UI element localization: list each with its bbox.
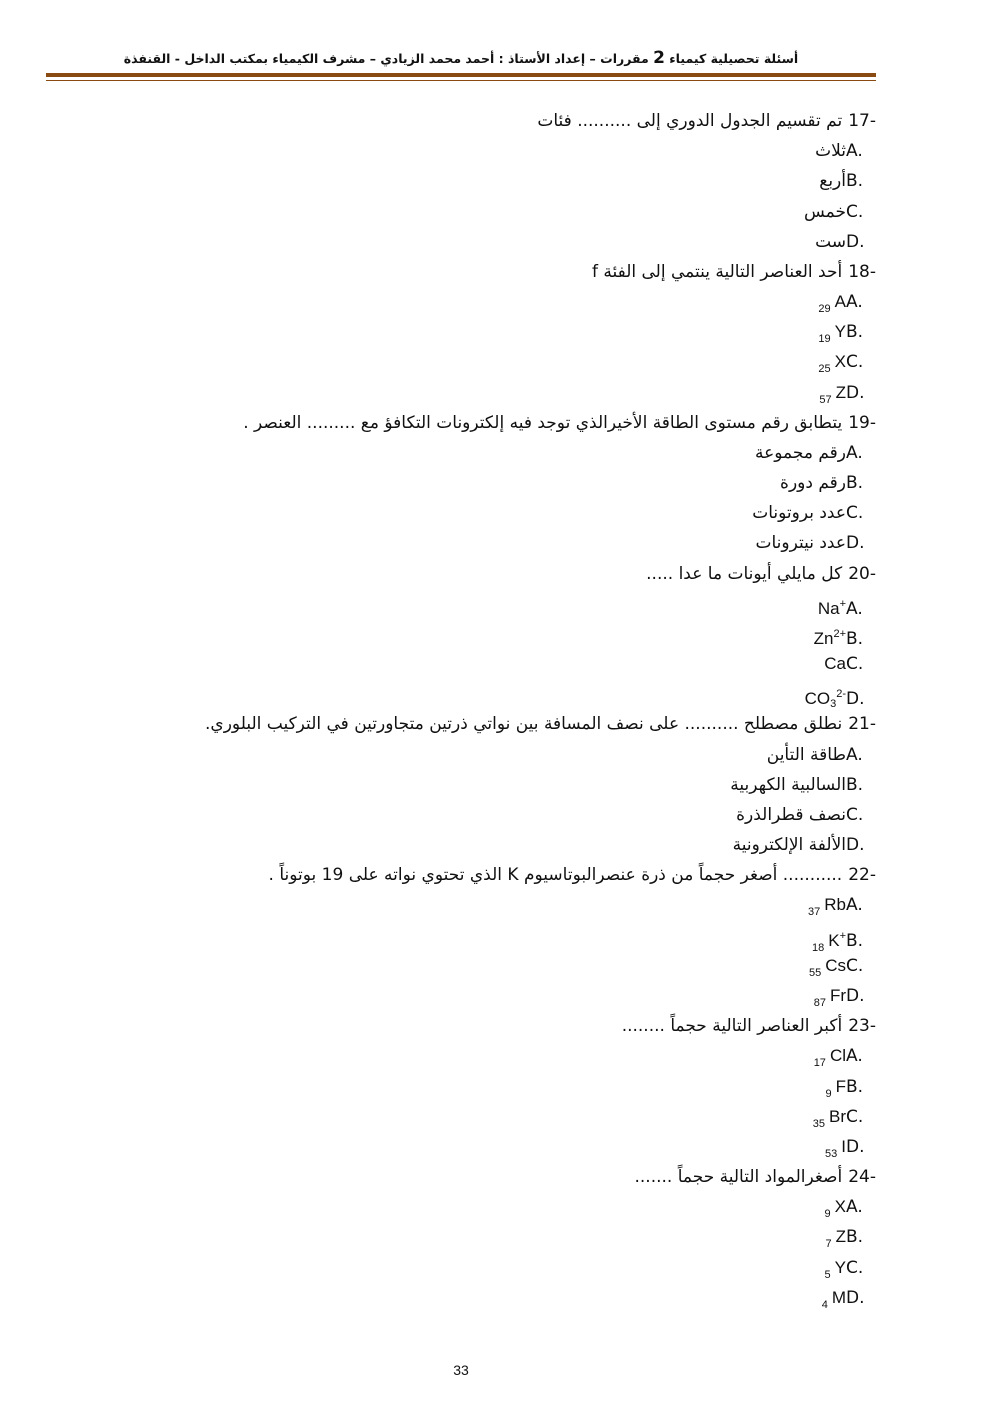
atomic-number: 55 [808,966,822,979]
option-letter: B. [846,628,864,649]
question-stem [116,257,876,287]
question-text: أكبر العناصر التالية حجماً ........ [621,1016,843,1037]
element-symbol: X [834,1197,846,1217]
option-letter: C. [846,654,864,675]
element-symbol: Rb [824,895,846,915]
atomic-number: 9 [825,1087,832,1100]
option-letter: B. [846,171,864,192]
question-list [116,106,876,1313]
option-letter: D. [846,835,865,856]
header-rule-thin [46,80,876,81]
answer-option [116,830,876,860]
answer-option [116,1222,876,1252]
element-symbol: X [834,352,846,372]
element-notation [825,1253,846,1285]
answer-option [116,589,876,619]
option-letter: B. [846,1076,864,1097]
formula-base: Ca [824,654,846,674]
option-text: عدد نيترونات [755,533,846,554]
option-letter: D. [846,985,865,1006]
page-header [46,48,876,68]
element-notation [809,951,846,983]
element-symbol: F [835,1076,846,1096]
element-notation [822,1283,846,1315]
element-symbol: I [841,1136,846,1156]
answer-option [116,227,876,257]
question-number: 17- [848,111,876,131]
question-stem [116,1011,876,1041]
option-text: طاقة التأين [766,744,846,765]
option-letter: B. [846,1227,864,1248]
question-number: 18- [848,261,876,282]
formula-base: Na [817,598,840,618]
option-text: الألفة الإلكترونية [732,835,846,856]
option-letter: C. [846,352,864,373]
question-number: 21- [848,714,876,735]
answer-option [116,740,876,770]
atomic-number: 29 [818,303,831,316]
question-stem [116,1162,876,1192]
question-text: أصغرالمواد التالية حجماً ....... [634,1167,843,1188]
atomic-number: 25 [818,363,831,376]
header-title-part2: مقررات – إعداد الأستاذ : أحمد محمد الزيادي – مشرف الكيمياء بمكتب الداخل - القنفذة [123,51,649,66]
option-letter: C. [846,1106,864,1127]
element-symbol: Y [834,1257,846,1277]
question-text: ........... أصغر حجماً من ذرة عنصرالبوتاسيوم K الذي تحتوي نواته على 19 بوتوناً . [268,865,843,886]
element-notation [825,1192,846,1224]
answer-option [116,136,876,166]
option-letter: D. [846,689,865,710]
answer-option [116,347,876,377]
question-text: أحد العناصر التالية ينتمي إلى الفئة f [591,261,843,282]
answer-option [116,649,876,679]
answer-option [116,619,876,649]
element-symbol: Z [835,382,846,402]
atomic-number: 4 [821,1298,828,1311]
answer-option [116,378,876,408]
element-symbol: A [834,292,846,312]
chemical-formula [824,649,846,679]
atomic-number: 9 [824,1208,831,1221]
element-symbol: Br [829,1106,846,1126]
atomic-number: 17 [813,1057,826,1070]
option-letter: A. [846,598,863,619]
option-text: رقم دورة [780,473,846,494]
question-stem [116,408,876,438]
question-text: نطلق مصطلح .......... على نصف المسافة بين نواتي ذرتين متجاورتين في التركيب البلوري. [205,714,843,735]
option-letter: B. [846,473,864,494]
element-notation [813,1102,846,1134]
element-notation [819,378,846,410]
element-notation [818,347,846,379]
option-text: السالبية الكهربية [730,774,846,795]
answer-option [116,1283,876,1313]
answer-option [116,1132,876,1162]
element-notation [814,1041,846,1073]
element-symbol: K [828,930,840,950]
option-letter: B. [846,774,864,795]
answer-option [116,800,876,830]
formula-base: Zn [813,628,834,648]
ion-charge: 2+ [833,627,846,640]
option-text: رقم مجموعة [754,442,846,463]
element-symbol: M [831,1287,846,1307]
option-text: ثلاث [815,141,846,162]
answer-option [116,287,876,317]
option-letter: D. [846,231,865,252]
option-text: نصف قطرالذرة [736,804,846,825]
question-text: يتطابق رقم مستوى الطاقة الأخيرالذي توجد فيه إلكترونات التكافؤ مع ......... العنصر . [243,412,843,433]
option-letter: A. [846,442,863,463]
element-notation [825,1222,846,1254]
question-number: 20- [848,563,876,584]
formula-subscript: 3 [830,698,837,711]
answer-option [116,498,876,528]
option-letter: B. [846,930,864,951]
ion-charge: 2- [836,688,846,701]
option-letter: A. [846,1046,863,1067]
option-letter: A. [846,744,863,765]
element-notation [818,287,846,319]
element-notation [825,1072,846,1104]
answer-option [116,679,876,709]
answer-option [116,1192,876,1222]
option-text: أربع [819,171,846,192]
option-letter: D. [846,382,865,403]
option-text: خمس [803,201,846,222]
answer-option [116,1253,876,1283]
element-symbol: Cs [825,955,846,975]
atomic-number: 18 [811,941,825,954]
answer-option [116,921,876,954]
question-text: تم تقسيم الجدول الدوري إلى .......... فئات [537,111,843,131]
question-stem [116,709,876,739]
ion-charge: + [839,929,846,942]
question-stem [116,860,876,890]
formula-base: CO [804,689,831,709]
answer-option [116,528,876,558]
answer-option [116,438,876,468]
option-letter: C. [846,201,864,222]
question-stem [116,106,876,136]
option-text: ست [815,231,846,252]
atomic-number: 5 [824,1268,831,1281]
element-symbol: Z [835,1227,846,1247]
option-text: عدد بروتونات [752,503,846,524]
answer-option [116,951,876,981]
atomic-number: 37 [808,906,821,919]
ion-charge: + [839,597,846,610]
answer-option [116,890,876,920]
atomic-number: 53 [825,1147,838,1160]
option-letter: C. [846,1257,864,1278]
atomic-number: 57 [819,393,832,406]
option-letter: A. [846,141,863,162]
atomic-number: 7 [825,1238,832,1251]
option-letter: D. [846,1287,865,1308]
question-number: 24- [848,1167,876,1188]
answer-option [116,166,876,196]
atomic-number: 35 [812,1117,825,1130]
answer-option [116,770,876,800]
element-symbol: Fr [829,985,846,1005]
option-letter: D. [846,533,865,554]
option-letter: C. [846,804,864,825]
answer-option [116,1072,876,1102]
answer-option [116,468,876,498]
answer-option [116,1102,876,1132]
question-number: 23- [848,1016,876,1037]
question-stem [116,559,876,589]
header-title-part1: أسئلة تحصيلية كيمياء [669,51,799,66]
answer-option [116,197,876,227]
question-number: 19- [848,412,876,433]
element-symbol: Cl [829,1046,846,1066]
answer-option [116,317,876,347]
element-notation [808,890,846,922]
atomic-number: 19 [818,333,831,346]
answer-option [116,1041,876,1071]
element-notation [818,317,846,349]
question-text: كل مايلي أيونات ما عدا ..... [646,563,843,584]
answer-option [116,981,876,1011]
element-notation [814,981,846,1013]
header-rule-thick [46,73,876,77]
element-notation [825,1132,846,1164]
page-number: 33 [453,1362,469,1378]
option-letter: B. [846,322,864,343]
option-letter: A. [846,1197,863,1218]
header-course-number: 2 [653,48,665,68]
option-letter: D. [846,1136,865,1157]
option-letter: A. [846,292,863,313]
option-letter: C. [846,503,864,524]
option-letter: C. [846,955,864,976]
question-number: 22- [848,865,876,886]
element-symbol: Y [834,322,846,342]
atomic-number: 87 [813,996,826,1009]
option-letter: A. [846,895,863,916]
